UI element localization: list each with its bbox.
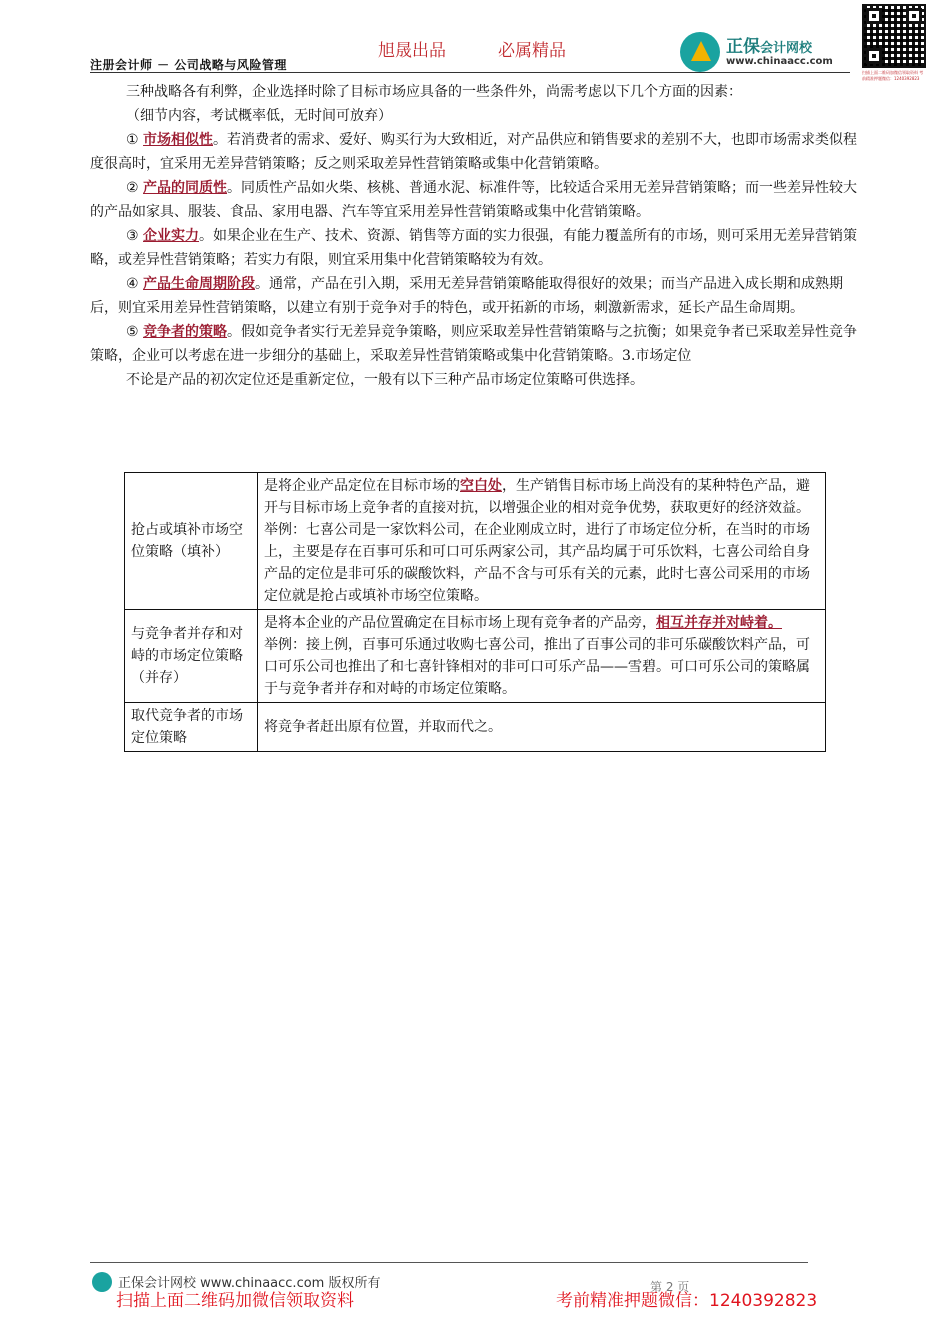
brand-suffix: 会计网校: [760, 41, 813, 56]
factor-1: [90, 128, 858, 176]
page-number: 第 2 页: [650, 1280, 690, 1294]
factor-number: ①: [126, 132, 139, 148]
banner-right: 必属精品: [498, 41, 566, 61]
strategy-name: 取代竞争者的市场定位策略: [125, 703, 258, 752]
description-keyword: 相互并存并对峙着。: [656, 615, 782, 631]
table-row: [125, 610, 826, 703]
brand-logo: [680, 30, 860, 74]
factor-keyword: 市场相似性: [143, 132, 214, 148]
factor-5: [90, 320, 858, 368]
header-divider: [90, 72, 850, 73]
positioning-intro: 不论是产品的初次定位还是重新定位，一般有以下三种产品市场定位策略可供选择。: [126, 372, 644, 388]
footer-divider: [90, 1262, 808, 1263]
table-row: [125, 473, 826, 610]
factor-4: [90, 272, 858, 320]
footer-copyright: 正保会计网校 www.chinaacc.com 版权所有: [118, 1276, 381, 1291]
description-keyword: 空白处: [460, 478, 502, 494]
brand-logo-icon: [680, 32, 720, 72]
strategy-description: 将竞争者赶出原有位置，并取而代之。: [258, 703, 826, 752]
factor-text: 。同质性产品如火柴、核桃、普通水泥、标准件等，比较适合采用无差异营销策略；而一些差异性较大的产品如家具、服装、食品、家用电器、汽车等宜采用差异性营销策略或集中化营销策略。: [90, 180, 858, 220]
strategy-description: [258, 610, 826, 703]
header-course-title: 注册会计师 － 公司战略与风险管理: [90, 58, 287, 72]
qr-code: [862, 4, 926, 90]
factor-keyword: 产品生命周期阶段: [143, 276, 256, 292]
factor-number: ③: [126, 228, 139, 244]
factor-text: 。通常，产品在引入期，采用无差异营销策略能取得很好的效果；而当产品进入成长期和成熟期后，则宜采用差异性营销策略，以建立有别于竞争对手的特色，或开拓新的市场，刺激新需求，延长产品生命周期。: [90, 276, 844, 316]
brand-name: 正保: [726, 37, 760, 57]
table-row: [125, 703, 826, 752]
description-text: ，生产销售目标市场上尚没有的某种特色产品，避开与目标市场上竞争者的直接对抗，以增强企业的相对竞争优势，获取更好的经济效益。: [264, 478, 810, 516]
factor-text: 。如果企业在生产、技术、资源、销售等方面的实力很强，有能力覆盖所有的市场，则可采用无差异营销策略，或差异性营销策略；若实力有限，则宜采用集中化营销策略较为有效。: [90, 228, 858, 268]
strategy-name: 与竞争者并存和对峙的市场定位策略（并存）: [125, 610, 258, 703]
main-content: [90, 80, 858, 392]
positioning-strategy-table: [124, 472, 826, 752]
qr-code-icon: [862, 4, 926, 68]
banner-left: 旭晟出品: [378, 41, 446, 61]
factor-number: ②: [126, 180, 139, 196]
description-text: 是将企业产品定位在目标市场的: [264, 478, 460, 494]
description-text: 是将本企业的产品位置确定在目标市场上现有竞争者的产品旁，: [264, 615, 656, 631]
brand-url: www.chinaacc.com: [726, 56, 833, 67]
factor-text: 。假如竞争者实行无差异竞争策略，则应采取差异性营销策略与之抗衡；如果竞争者已采取差异性竞争策略，企业可以考虑在进一步细分的基础上，采取差异性营销策略或集中化营销策略。3.市场定位: [90, 324, 858, 364]
strategy-name: 抢占或填补市场空位策略（填补）: [125, 473, 258, 610]
factor-number: ⑤: [126, 324, 139, 340]
strategy-example: 举例：接上例，百事可乐通过收购七喜公司，推出了百事公司的非可乐碳酸饮料产品，可口可乐公司也推出了和七喜针锋相对的非可口可乐产品——雪碧。可口可乐公司的策略属于与竞争者并存和对峙的市场定位策略。: [264, 637, 810, 697]
strategy-example: 举例：七喜公司是一家饮料公司，在企业刚成立时，进行了市场定位分析，在当时的市场上，主要是存在百事可乐和可口可乐两家公司，其产品均属于可乐饮料，七喜公司给自身产品的定位是非可乐的碳酸饮料，产品不含与可乐有关的元素，此时七喜公司采用的市场定位就是抢占或填补市场空位策略。: [264, 522, 810, 604]
qr-caption: 扫描上面二维码加微信领取资料 考前精准押题微信：1240392823: [862, 70, 924, 81]
footer-logo-icon: [92, 1272, 112, 1292]
intro-line-1: 三种战略各有利弊，企业选择时除了目标市场应具备的一些条件外，尚需考虑以下几个方面的因素：: [126, 84, 742, 100]
factor-2: [90, 176, 858, 224]
intro-line-2: （细节内容，考试概率低，无时间可放弃）: [126, 108, 392, 124]
factor-keyword: 企业实力: [143, 228, 200, 244]
factor-keyword: 产品的同质性: [143, 180, 228, 196]
factor-keyword: 竞争者的策略: [143, 324, 228, 340]
factor-number: ④: [126, 276, 139, 292]
strategy-description: [258, 473, 826, 610]
factor-3: [90, 224, 858, 272]
footer-ad-left: 扫描上面二维码加微信领取资料: [116, 1291, 354, 1311]
factor-text: 。若消费者的需求、爱好、购买行为大致相近，对产品供应和销售要求的差别不大，也即市场需求类似程度很高时，宜采用无差异营销策略；反之则采取差异性营销策略或集中化营销策略。: [90, 132, 858, 172]
footer-ad-right: 考前精准押题微信：1240392823: [556, 1291, 818, 1311]
